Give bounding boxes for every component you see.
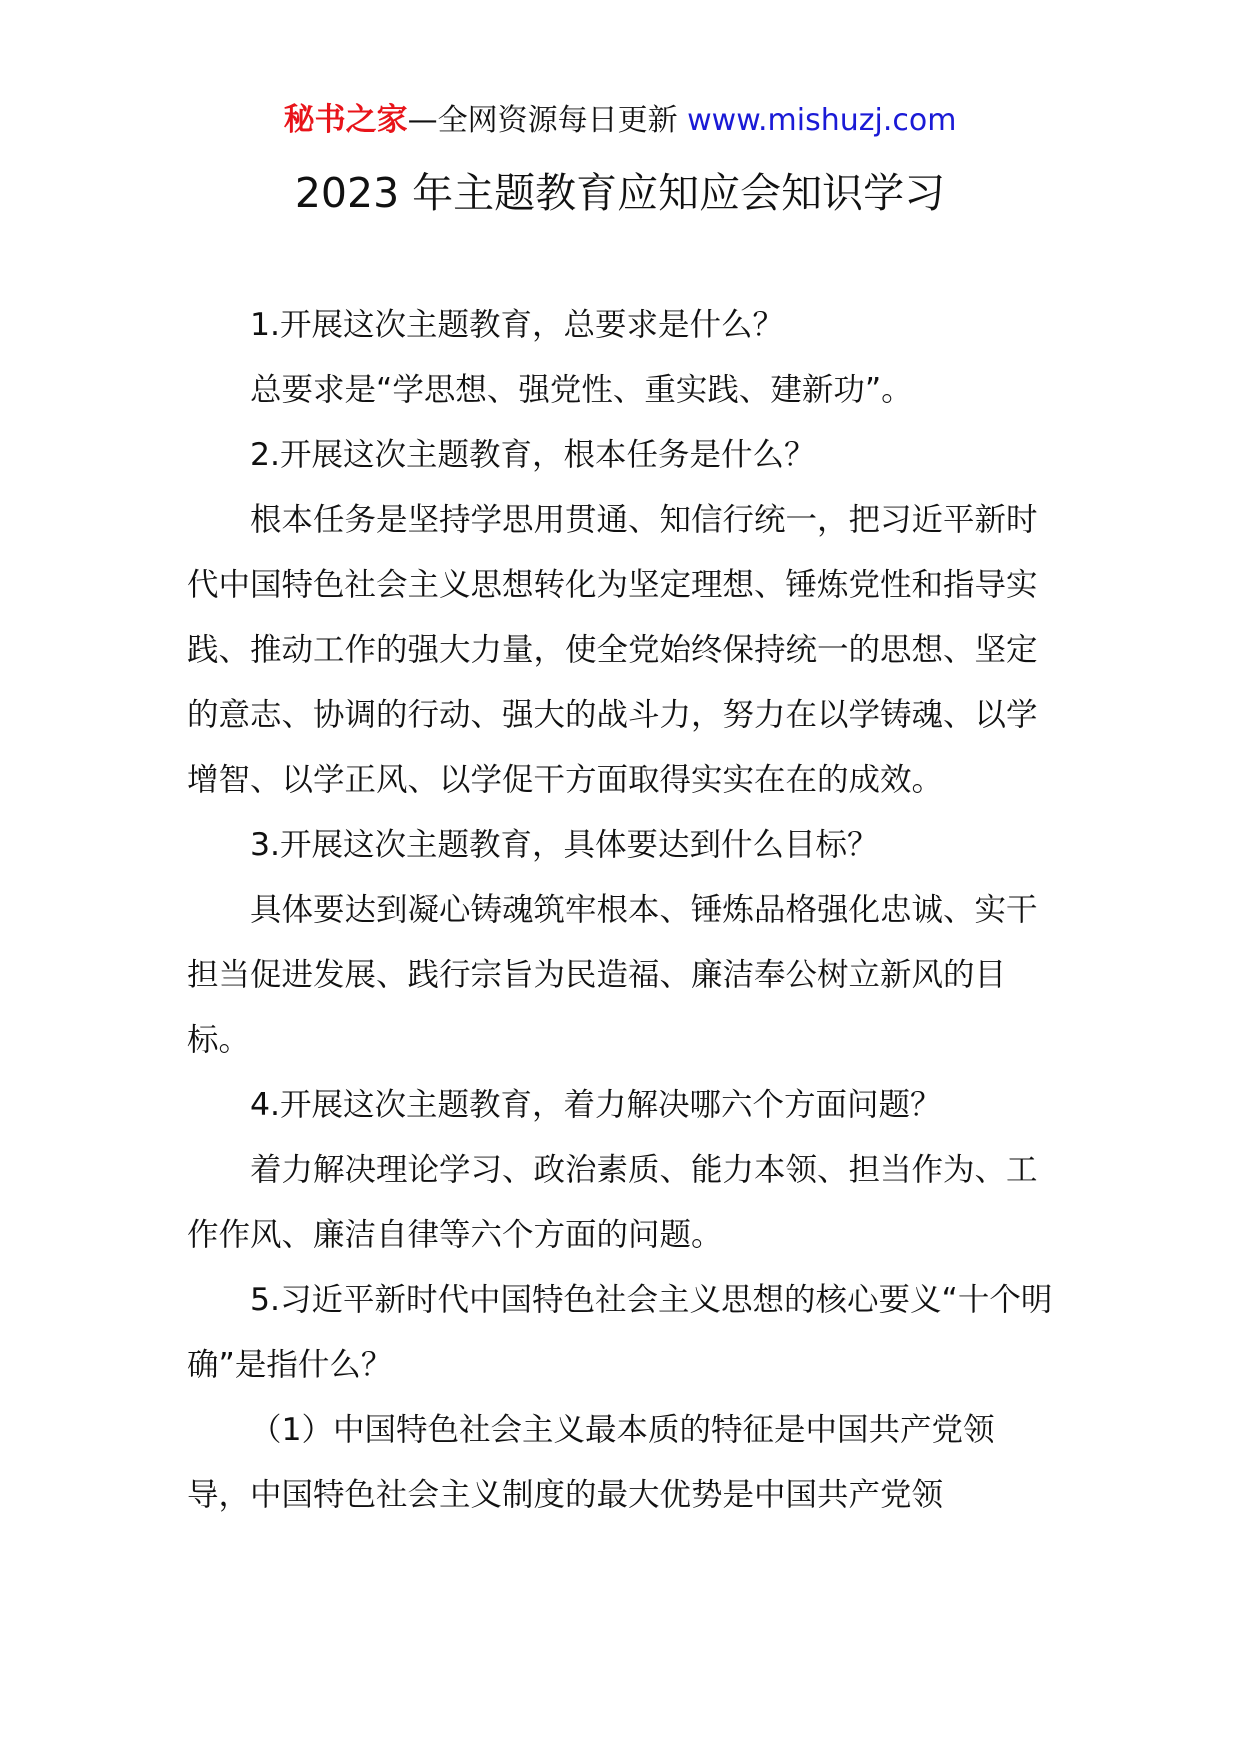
header-tagline: —全网资源每日更新	[407, 103, 688, 138]
question-5: 5.习近平新时代中国特色社会主义思想的核心要义“十个明确”是指什么？	[187, 1282, 1053, 1383]
site-url-link[interactable]: www.mishuzj.com	[687, 103, 957, 138]
answer-4: 着力解决理论学习、政治素质、能力本领、担当作为、工作作风、廉洁自律等六个方面的问题。	[187, 1152, 1038, 1253]
question-4: 4.开展这次主题教育，着力解决哪六个方面问题？	[250, 1087, 942, 1123]
question-3: 3.开展这次主题教育，具体要达到什么目标？	[250, 827, 879, 863]
answer-3: 具体要达到凝心铸魂筑牢根本、锤炼品格强化忠诚、实干担当促进发展、践行宗旨为民造福、廉洁奉公树立新风的目标。	[187, 892, 1038, 1058]
answer-2: 根本任务是坚持学思用贯通、知信行统一，把习近平新时代中国特色社会主义思想转化为坚定理想、锤炼党性和指导实践、推动工作的强大力量，使全党始终保持统一的思想、坚定的意志、协调的行动、强大的战斗力，努力在以学铸魂、以学增智、以学正风、以学促干方面取得实实在在的成效。	[187, 502, 1038, 798]
document-body	[187, 293, 1057, 1528]
answer-5-item-1: （1）中国特色社会主义最本质的特征是中国共产党领导，中国特色社会主义制度的最大优势是中国共产党领	[187, 1412, 995, 1513]
answer-1: 总要求是“学思想、强党性、重实践、建新功”。	[250, 372, 913, 408]
document-title: 2023 年主题教育应知应会知识学习	[294, 169, 946, 217]
question-2: 2.开展这次主题教育，根本任务是什么？	[250, 437, 816, 473]
site-header	[0, 100, 1240, 141]
brand-name: 秘书之家	[283, 102, 408, 138]
question-1: 1.开展这次主题教育，总要求是什么？	[250, 307, 785, 343]
